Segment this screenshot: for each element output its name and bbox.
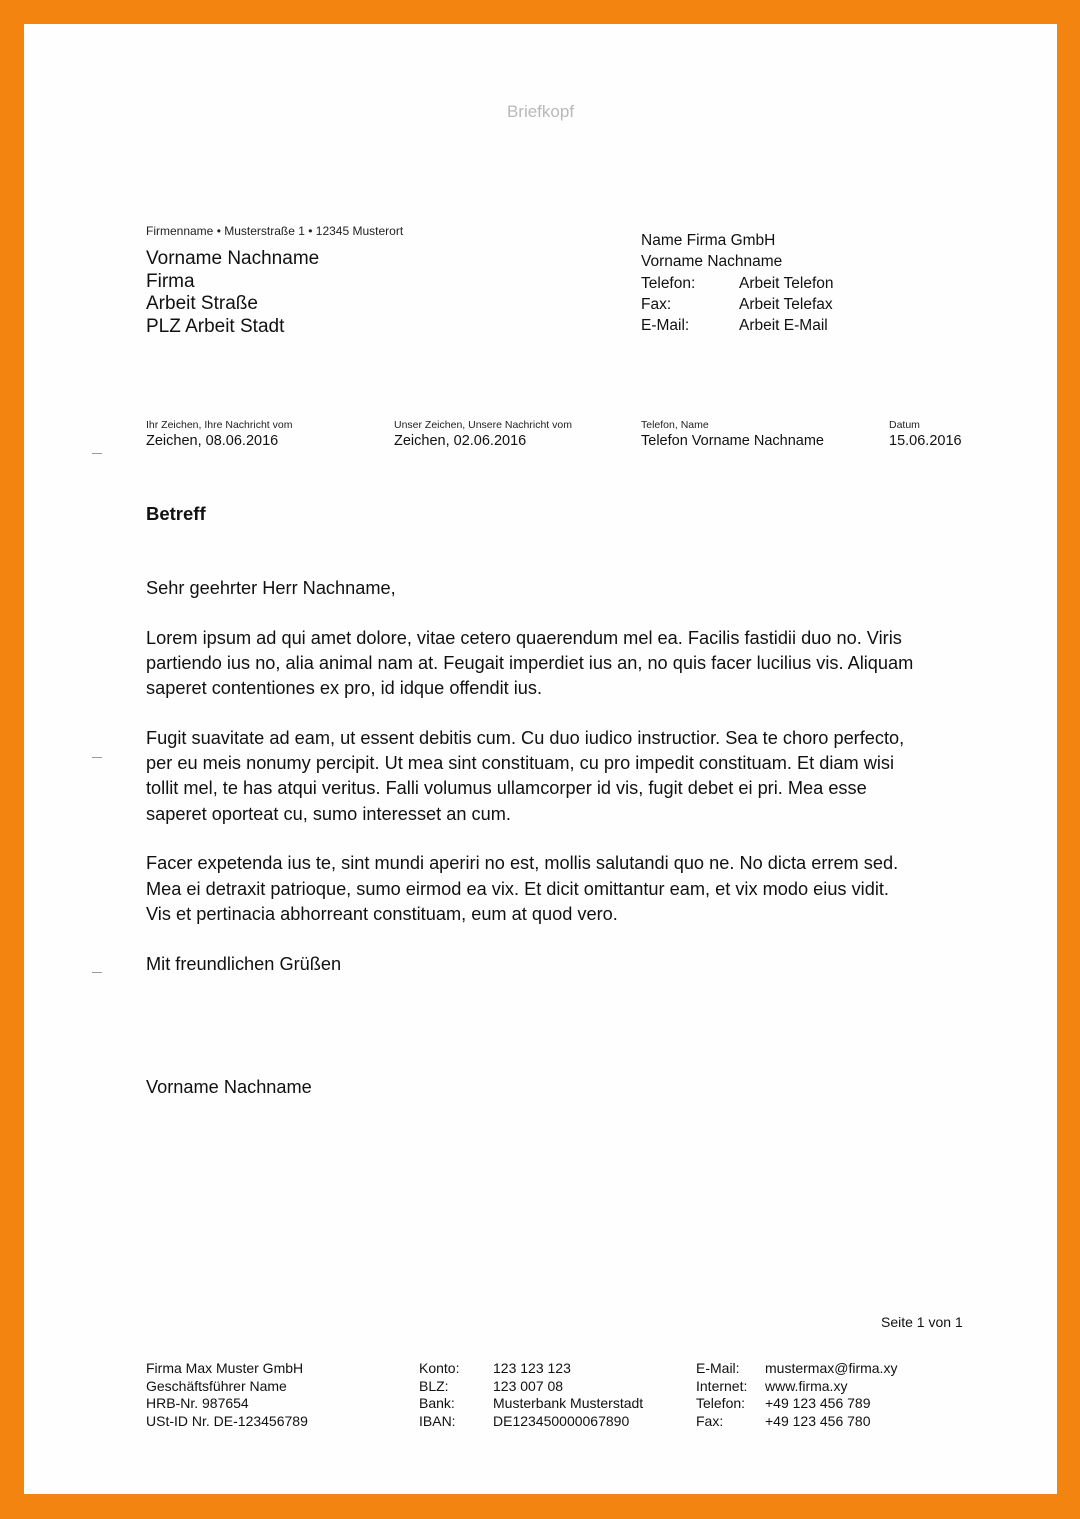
paragraph-line: tollit mel, te has atqui veritus. Falli volumus ullamcorper id vis, fugit debet ei pri. Mea esse [146,778,867,799]
sender-return-address: Firmenname • Musterstraße 1 • 12345 Musterort [146,224,404,238]
footer-company-line: USt-ID Nr. DE-123456789 [146,1412,308,1429]
body-paragraph-1 [146,626,976,702]
contact-fax-value: Arbeit Telefax [739,295,833,313]
contact-fax-label: Fax: [641,295,672,313]
footer-bank-label: BLZ: [419,1377,449,1394]
ref-date-value: 15.06.2016 [889,433,962,449]
footer-bank-label: Konto: [419,1360,460,1376]
paragraph-line: Fugit suavitate ad eam, ut essent debitis cum. Cu duo iudico instructior. Sea te choro perfecto, [146,728,905,748]
footer-bank-value: 123 007 08 [493,1377,564,1394]
recipient-city: PLZ Arbeit Stadt [146,315,285,337]
contact-phone-label: Telefon: [641,274,696,292]
footer-company-line: Geschäftsführer Name [146,1377,287,1394]
recipient-street: Arbeit Straße [146,293,258,315]
footer-contact-label: Internet: [696,1377,748,1394]
contact-phone-row [641,273,834,294]
page-number: Seite 1 von 1 [881,1314,963,1330]
contact-email-value: Arbeit E-Mail [739,317,828,335]
ref-date-label: Datum [889,419,920,431]
footer-contact-label: E-Mail: [696,1360,740,1376]
recipient-address-block [146,248,319,338]
footer-fax-value: +49 123 456 780 [765,1412,871,1429]
body-paragraph-2 [146,726,976,827]
footer-bank-labels [419,1360,459,1430]
fold-mark-top [92,453,102,454]
ref-your-sign-value: Zeichen, 08.06.2016 [146,433,279,449]
signer-name: Vorname Nachname [146,1077,312,1097]
recipient-company: Firma [146,270,195,292]
letter-body [146,576,976,1001]
contact-email-label: E-Mail: [641,317,690,335]
ref-phone-name-label: Telefon, Name [641,419,709,431]
footer-bank-label: Bank: [419,1395,455,1411]
contact-company: Name Firma GmbH [641,232,776,249]
footer-company [146,1360,308,1430]
salutation: Sehr geehrter Herr Nachname, [146,578,396,598]
footer-bank-value: 123 123 123 [493,1360,571,1376]
contact-fax-row [641,294,833,315]
footer-contact-labels [696,1360,747,1430]
footer-website-value: www.firma.xy [765,1377,848,1394]
letter-page [24,24,1057,1494]
letterhead-placeholder: Briefkopf [506,102,575,121]
paragraph-line: saperet contentiones ex pro, id idque offendit ius. [146,678,543,699]
footer-email-value: mustermax@firma.xy [765,1360,898,1376]
punch-mark [92,757,102,758]
footer-contact-label: Telefon: [696,1395,746,1411]
footer-bank-label: IBAN: [419,1412,456,1429]
paragraph-line: partiendo ius no, alia animal nam at. Feugait imperdiet ius an, no quis facer lucilius vis. Aliquam [146,653,914,673]
ref-your-sign-label: Ihr Zeichen, Ihre Nachricht vom [146,419,293,431]
paragraph-line: saperet oporteat cu, sumo interesset an cum. [146,803,511,824]
contact-name: Vorname Nachname [641,253,783,271]
footer-company-line: HRB-Nr. 987654 [146,1395,249,1411]
paragraph-line: Mea ei detraxit patrioque, sumo eirmod ea vix. Et dicit omittantur eam, et vix modo eius vidit. [146,878,889,899]
footer-bank-value: Musterbank Musterstadt [493,1395,644,1411]
sender-contact-block [641,230,834,336]
paragraph-line: Lorem ipsum ad qui amet dolore, vitae cetero quaerendum mel ea. Facilis fastidii duo no. Viris [146,627,902,648]
body-paragraph-3 [146,851,976,927]
footer-phone-value: +49 123 456 789 [765,1395,871,1411]
ref-phone-name-value: Telefon Vorname Nachname [641,433,824,449]
fold-mark-bottom [92,972,102,973]
contact-phone-value: Arbeit Telefon [739,274,834,292]
paragraph-line: Vis et pertinacia abhorreant constituam, eum at quod vero. [146,903,618,924]
footer-bank-value: DE123450000067890 [493,1412,630,1429]
contact-email-row [641,315,828,336]
paragraph-line: per eu meis nonumy percipit. Ut mea sint constituam, cu pro impedit constituam. Et diam wisi [146,753,895,774]
recipient-name: Vorname Nachname [146,248,320,269]
closing: Mit freundlichen Grüßen [146,953,342,974]
footer-bank-values [493,1360,643,1430]
footer-company-line: Firma Max Muster GmbH [146,1360,304,1376]
ref-our-sign-label: Unser Zeichen, Unsere Nachricht vom [394,419,572,431]
paragraph-line: Facer expetenda ius te, sint mundi aperiri no est, mollis salutandi quo ne. No dicta errem sed. [146,853,899,874]
footer-contact-label: Fax: [696,1412,724,1429]
ref-our-sign-value: Zeichen, 02.06.2016 [394,433,527,449]
letter-subject: Betreff [146,503,206,524]
footer-contact-values [765,1360,897,1430]
